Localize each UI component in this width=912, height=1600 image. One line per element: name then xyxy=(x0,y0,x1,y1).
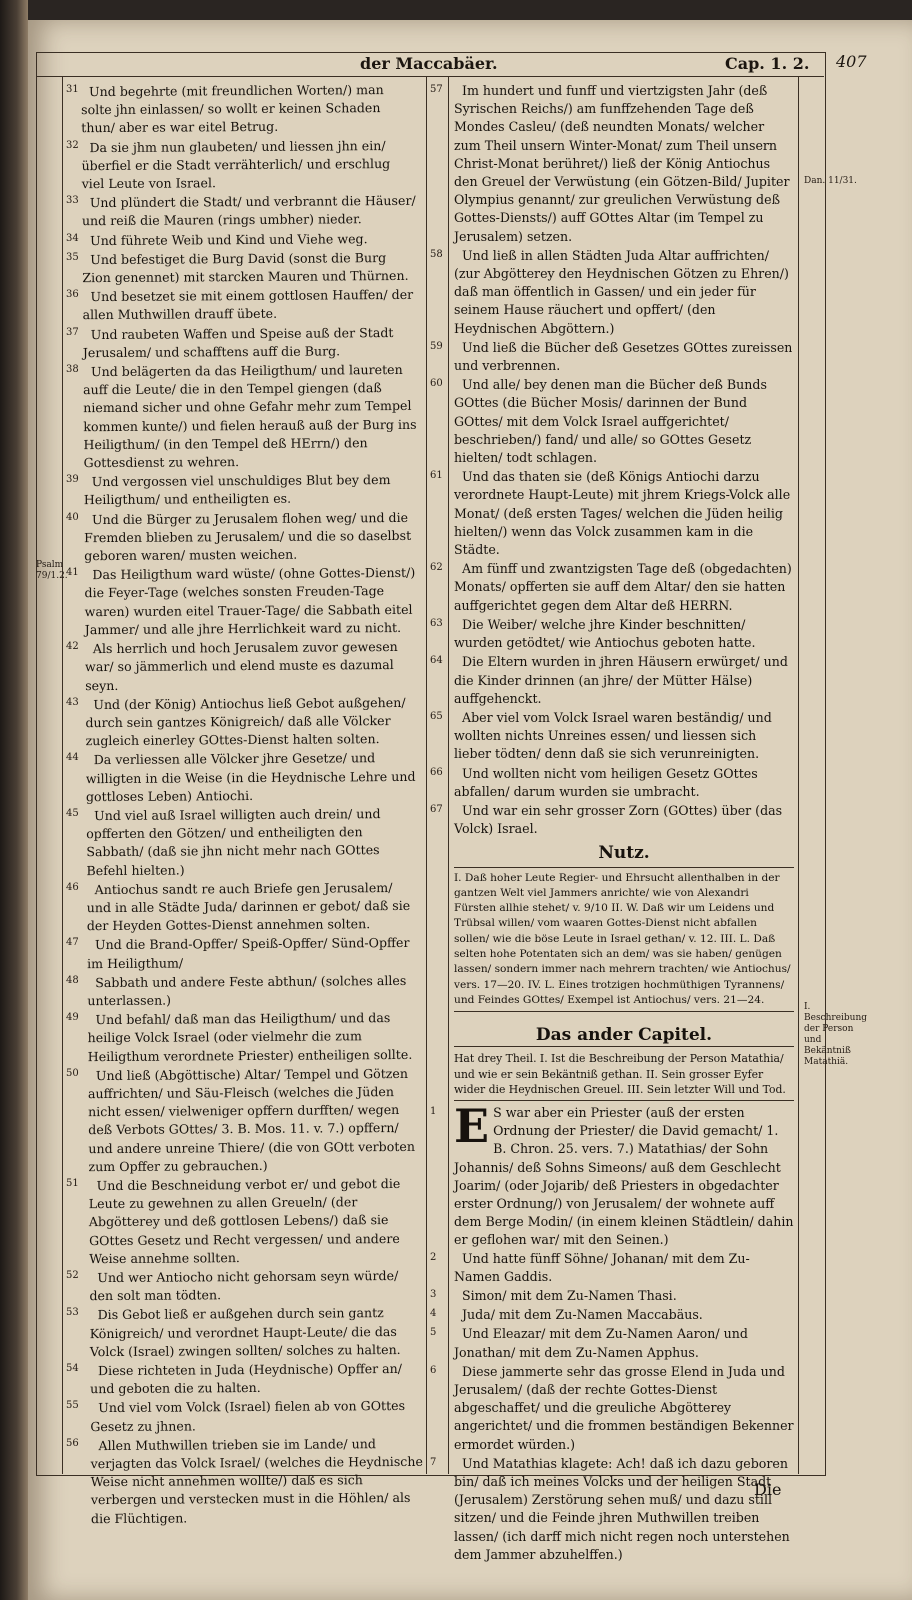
verse-number: 6 xyxy=(430,1365,437,1376)
verse-number: 56 xyxy=(66,1438,79,1449)
chapter2-verses xyxy=(454,1250,794,1564)
verse-text: Die Weiber/ welche jhre Kinder beschnitten/ wurden getödtet/ wie Antiochus geboten hatte. xyxy=(454,616,756,651)
chapter1-verses xyxy=(454,82,794,838)
running-title: der Maccabäer. xyxy=(360,54,498,73)
verse-number: 32 xyxy=(66,140,79,151)
verse-text: Und viel vom Volck (Israel) fielen ab von GOttes Gesetz zu jhnen. xyxy=(90,1398,406,1434)
verse-number: 33 xyxy=(66,195,79,206)
verse-number: 37 xyxy=(66,327,79,338)
verse-number: 62 xyxy=(430,562,443,573)
verse-number: 45 xyxy=(66,808,79,819)
verse-number: 54 xyxy=(66,1363,79,1374)
verse-text: Und das thaten sie (deß Königs Antiochi darzu verordnete Haupt-Leute) mit jhrem Kriegs-Volck alle Monat/ (deß ersten Tages/ welchen die Jüden heilig hielten/) wenn das Volck zusammen kam in die Städte. xyxy=(454,469,791,558)
verse-number: 34 xyxy=(66,233,79,244)
verse-number: 48 xyxy=(66,975,79,986)
verse-number: 50 xyxy=(66,1068,79,1079)
verse-text: Aber viel vom Volck Israel waren beständig/ und wollten nichts Unreines essen/ und liessen sich lieber tödten/ denn daß sie sich verunreinigten. xyxy=(454,709,772,762)
verse-number: 1 xyxy=(430,1106,437,1117)
verse-text: Allen Muthwillen trieben sie im Lande/ und verjagten das Volck Israel/ (welches die Heydnische Weise nicht annehmen wollte/) daß es sich verbergen und verstecken must in die Höhlen/ als die Flüchtigen. xyxy=(90,1435,423,1526)
verse-text: Und die Brand-Opffer/ Speiß-Opffer/ Sünd-Opffer im Heiligthum/ xyxy=(87,935,410,971)
verse-number: 65 xyxy=(430,711,443,722)
verse-number: 63 xyxy=(430,618,443,629)
drop-capital: E xyxy=(454,1099,490,1154)
verse-number: 7 xyxy=(430,1457,437,1468)
nutz-text: I. Daß hoher Leute Regier- und Ehrsucht allenthalben in der gantzen Welt viel Jammers anrichte/ wie von Alexandri Fürsten allhie stehet/ v. 9/10 II. W. Daß wir um Leidens und Trübsal willen/ vom waaren Gottes-Dienst nicht abfallen sollen/ wie die böse Leute in Israel gethan/ v. 12. III. L. Daß selten hohe Potentaten sich an dem/ was sie haben/ genügen lassen/ sondern immer nach mehrern trachten/ wie Antiochus/ vers. 17—20. IV. L. Eines trotzigen hochmüthigen Tyrannens/ und Feindes GOttes/ Exempel ist Antiochus/ vers. 21—24. xyxy=(454,867,794,1013)
verse-number: 52 xyxy=(66,1270,79,1281)
verse-text: Und befestiget die Burg David (sonst die Burg Zion genennet) mit starcken Mauren und Thürnen. xyxy=(82,249,409,286)
verse-number: 58 xyxy=(430,249,443,260)
verse-number: 3 xyxy=(430,1289,437,1300)
verse-text: Sabbath und andere Feste abthun/ (solches alles unterlassen.) xyxy=(87,972,407,1009)
chapter2-verse-1: S war aber ein Priester (auß der ersten Ordnung der Priester/ die David gemacht/ 1. B. Chron. 25. vers. 7.) Matathias/ der Sohn Johannis/ deß Sohns Simeons/ auß dem Geschlecht Joarim/ (oder Jojarib/ deß Priesters in obgedachter erster Ordnung/) von Jerusalem/ der wohnete auff dem Berge Modin/ (in einem kleinen Städtlein/ dahin er geflohen war/ mit den Seinen.) xyxy=(454,1105,794,1248)
header-rule xyxy=(36,76,824,77)
verse-number: 4 xyxy=(430,1308,437,1319)
verse-text: Und vergossen viel unschuldiges Blut bey dem Heiligthum/ und entheiligten es. xyxy=(83,472,391,508)
verse-text: Juda/ mit dem Zu-Namen Maccabäus. xyxy=(462,1307,703,1323)
verse-number: 67 xyxy=(430,804,443,815)
verse-text: Und befahl/ daß man das Heiligthum/ und das heilige Volck Israel (oder vielmehr die zum Heiligthum verordnete Priester) entheiligen sollte. xyxy=(87,1010,413,1064)
page-number: 407 xyxy=(836,52,867,71)
verse-number: 47 xyxy=(66,937,79,948)
verse-text: Simon/ mit dem Zu-Namen Thasi. xyxy=(462,1288,677,1304)
verse-text: Die Eltern wurden in jhren Häusern erwürget/ und die Kinder drinnen (an jhre/ der Mütter Hälse) auffgehenckt. xyxy=(454,654,788,706)
margin-note-beschreibung: I. Beschreibung der Person und Bekäntniß Matathiä. xyxy=(804,1002,868,1067)
right-column xyxy=(454,82,794,1565)
verse-text: Als herrlich und hoch Jerusalem zuvor gewesen war/ so jämmerlich und elend muste es dazumal seyn. xyxy=(84,639,398,693)
verse-text: Und die Bürger zu Jerusalem flohen weg/ und die Fremden blieben zu Jerusalem/ und die so daselbst geboren waren/ musten weichen. xyxy=(84,509,412,564)
chapter-ref: Cap. 1. 2. xyxy=(725,54,810,73)
verse-number: 53 xyxy=(66,1307,79,1318)
verse-text: Das Heiligthum ward wüste/ (ohne Gottes-Dienst/) die Feyer-Tage (welches sonsten Freuden-Tage waren) wurden eitel Trauer-Tage/ die Sabbath eitel Jammer/ und alle jhre Herrlichkeit ward zu nicht. xyxy=(84,565,416,638)
verse-text: Und begehrte (mit freundlichen Worten/) man solte jhn einlassen/ so wollt er keinen Schaden thun/ aber es war eitel Betrug. xyxy=(81,82,384,136)
verse-number: 57 xyxy=(430,84,443,95)
verse-number: 38 xyxy=(66,364,79,375)
chapter2-summary: Hat drey Theil. I. Ist die Beschreibung der Person Matathia/ und wie er sein Bekäntniß gethan. II. Sein grosser Eyfer wider die Heydnischen Greuel. III. Sein letzter Will und Tod. xyxy=(454,1051,794,1101)
verse-number: 46 xyxy=(66,882,79,893)
verse-number: 2 xyxy=(430,1252,437,1263)
verse-number: 44 xyxy=(66,752,79,763)
verse-text: Und wollten nicht vom heiligen Gesetz GOttes abfallen/ darum wurden sie umbracht. xyxy=(454,765,758,799)
verse-number: 42 xyxy=(66,641,79,652)
verse-number: 64 xyxy=(430,655,443,666)
catchword: Die xyxy=(754,1480,782,1499)
verse-number: 5 xyxy=(430,1327,437,1338)
column-rule-left xyxy=(426,76,427,1474)
verse-text: Und ließ in allen Städten Juda Altar auffrichten/ (zur Abgötterey den Heydnischen Götzen zu Ehren/) daß man öffentlich in Gassen/ und ein jeder für seinem Hause räuchert und opffert/ (den Heydnischen Abgöttern.) xyxy=(454,247,789,336)
verse-text: Und viel auß Israel willigten auch drein/ und opfferten den Götzen/ und entheiligten den Sabbath/ (daß sie jhn nicht mehr nach GOttes Befehl hielten.) xyxy=(86,806,381,878)
verse-number: 49 xyxy=(66,1012,79,1023)
verse-number: 61 xyxy=(430,470,443,481)
verse-text: Und wer Antiocho nicht gehorsam seyn würde/ den solt man tödten. xyxy=(89,1267,399,1304)
verse-text: Und war ein sehr grosser Zorn (GOttes) über (das Volck) Israel. xyxy=(454,802,783,837)
margin-note-left: Psalm 79/1.2. xyxy=(36,560,68,581)
column-rule-right xyxy=(448,76,449,1474)
verse-text: Und belägerten da das Heiligthum/ und laureten auff die Leute/ die in den Tempel giengen (daß niemand sicher und ohne Gefahr mehr zum Tempel kommen kunte/) und fielen herauß auß der Burg ins Heiligthum/ (in den Tempel deß HErrn/) den Gottesdienst zu wehren. xyxy=(83,361,417,471)
verse-number: 43 xyxy=(66,697,79,708)
verse-number: 41 xyxy=(66,567,79,578)
verse-text: Und Eleazar/ mit dem Zu-Namen Aaron/ und Jonathan/ mit dem Zu-Namen Apphus. xyxy=(454,1326,748,1360)
verse-gutter-rule xyxy=(62,76,63,1474)
verse-number: 35 xyxy=(66,252,79,263)
book-spine-shadow xyxy=(0,0,28,1600)
verse-text: Im hundert und funff und viertzigsten Jahr (deß Syrischen Reichs/) am funffzehenden Tage deß Mondes Casleu/ (deß neundten Monats/ welcher zum Theil unsern Winter-Monat/ zum Theil unsern Christ-Monat berühret/) ließ der König Antiochus den Greuel der Verwüstung (ein Götzen-Bild/ Jupiter Olympius genannt/ zur greulichen Verwüstung deß Gottes-Diensts/) auff GOttes Altar (im Tempel zu Jerusalem) setzen. xyxy=(454,83,790,244)
verse-text: Am fünff und zwantzigsten Tage deß (obgedachten) Monats/ opfferten sie auff dem Altar/ den sie hatten auffgerichtet gegen dem Altar deß HERRN. xyxy=(454,561,792,613)
verse-text: Antiochus sandt re auch Briefe gen Jerusalem/ und in alle Städte Juda/ darinnen er gebot/ daß sie der Heyden Gottes-Dienst annehmen solten. xyxy=(86,879,411,934)
verse-text: Und die Beschneidung verbot er/ und gebot die Leute zu gewehnen zu allen Greueln/ (der Abgötterey und deß gottlosen Lebens/) daß sie GOttes Gesetz und Recht vergessen/ und andere Weise annehme sollten. xyxy=(88,1175,401,1266)
verse-number: 66 xyxy=(430,767,443,778)
verse-number: 36 xyxy=(66,289,79,300)
verse-text: Und ließ (Abgöttische) Altar/ Tempel und Götzen auffrichten/ und Säu-Fleisch (welches die Jüden nicht essen/ vielweniger opffern durfften/ wegen deß Verbots GOttes/ 3. B. Mos. 11. v. 7.) opffern/ und andere unreine Thiere/ (die von GOtt verboten zum Opffer zu gebrauchen.) xyxy=(87,1065,415,1174)
verse-text: Und führete Weib und Kind und Viehe weg. xyxy=(90,230,368,248)
margin-rule xyxy=(798,76,799,1474)
verse-number: 55 xyxy=(66,1400,79,1411)
verse-number: 39 xyxy=(66,474,79,485)
margin-note-dan: Dan. 11/31. xyxy=(804,176,857,186)
verse-number: 31 xyxy=(66,84,79,95)
verse-text: Und raubeten Waffen und Speise auß der Stadt Jerusalem/ und schafftens auff die Burg. xyxy=(82,324,394,361)
verse-number: 59 xyxy=(430,341,443,352)
verse-text: Und plündert die Stadt/ und verbrannt die Häuser/ und reiß die Mauren (rings umbher) nieder. xyxy=(81,193,416,229)
nutz-heading: Nutz. xyxy=(598,843,650,864)
verse-number: 60 xyxy=(430,378,443,389)
verse-text: Und Matathias klagete: Ach! daß ich dazu geboren bin/ daß ich meines Volcks und der heiligen Stadt (Jerusalem) Zerstörung sehen muß/ und dazu still sitzen/ und die Feinde jhren Muthwillen treiben lassen/ (ich darff mich nicht regen noch unterstehen dem Jammer abzuhelffen.) xyxy=(454,1455,790,1562)
chapter2-first-verse xyxy=(454,1099,794,1250)
verse-text: Da sie jhm nun glaubeten/ und liessen jhn ein/ überfiel er die Stadt verrähterlich/ und erschlug viel Leute von Israel. xyxy=(81,137,391,192)
verse-text: Diese richteten in Juda (Heydnische) Opffer an/ und geboten die zu halten. xyxy=(90,1360,403,1397)
chapter2-heading: Das ander Capitel. xyxy=(454,1026,794,1047)
verse-number: 51 xyxy=(66,1178,79,1189)
verse-text: Und alle/ bey denen man die Bücher deß Bunds GOttes (die Bücher Mosis/ darinnen der Bund GOttes/ mit dem Volck Israel auffgerichtet/ beschrieben/) fand/ und alle/ so GOttes Gesetz hielten/ todt schlagen. xyxy=(454,377,767,466)
verse-number: 40 xyxy=(66,512,79,523)
verse-text: Und ließ die Bücher deß Gesetzes GOttes zureissen und verbrennen. xyxy=(454,339,793,374)
verse-text: Diese jammerte sehr das grosse Elend in Juda und Jerusalem/ (daß der rechte Gottes-Dienst abgeschaffet/ und die greuliche Abgötterey angerichtet/ und die frommen beständigen Bekenner ermordet würden.) xyxy=(454,1363,794,1452)
verse-text: Da verliessen alle Völcker jhre Gesetze/ und willigten in die Weise (in die Heydnische Lehre und gottloses Leben) Antiochi. xyxy=(85,750,416,804)
left-column xyxy=(81,81,425,1529)
verse-text: Und besetzet sie mit einem gottlosen Hauffen/ der allen Muthwillen drauff übete. xyxy=(82,287,414,323)
verse-text: Dis Gebot ließ er außgehen durch sein gantz Königreich/ und verordnet Haupt-Leute/ die das Volck (Israel) zwingen sollten/ solches zu halten. xyxy=(89,1305,401,1359)
verse-text: Und hatte fünff Söhne/ Johanan/ mit dem Zu-Namen Gaddis. xyxy=(454,1250,750,1284)
verse-text: Und (der König) Antiochus ließ Gebot außgehen/ durch sein gantzes Königreich/ daß alle Völcker zugleich einerley GOttes-Dienst halten solten. xyxy=(85,694,406,749)
